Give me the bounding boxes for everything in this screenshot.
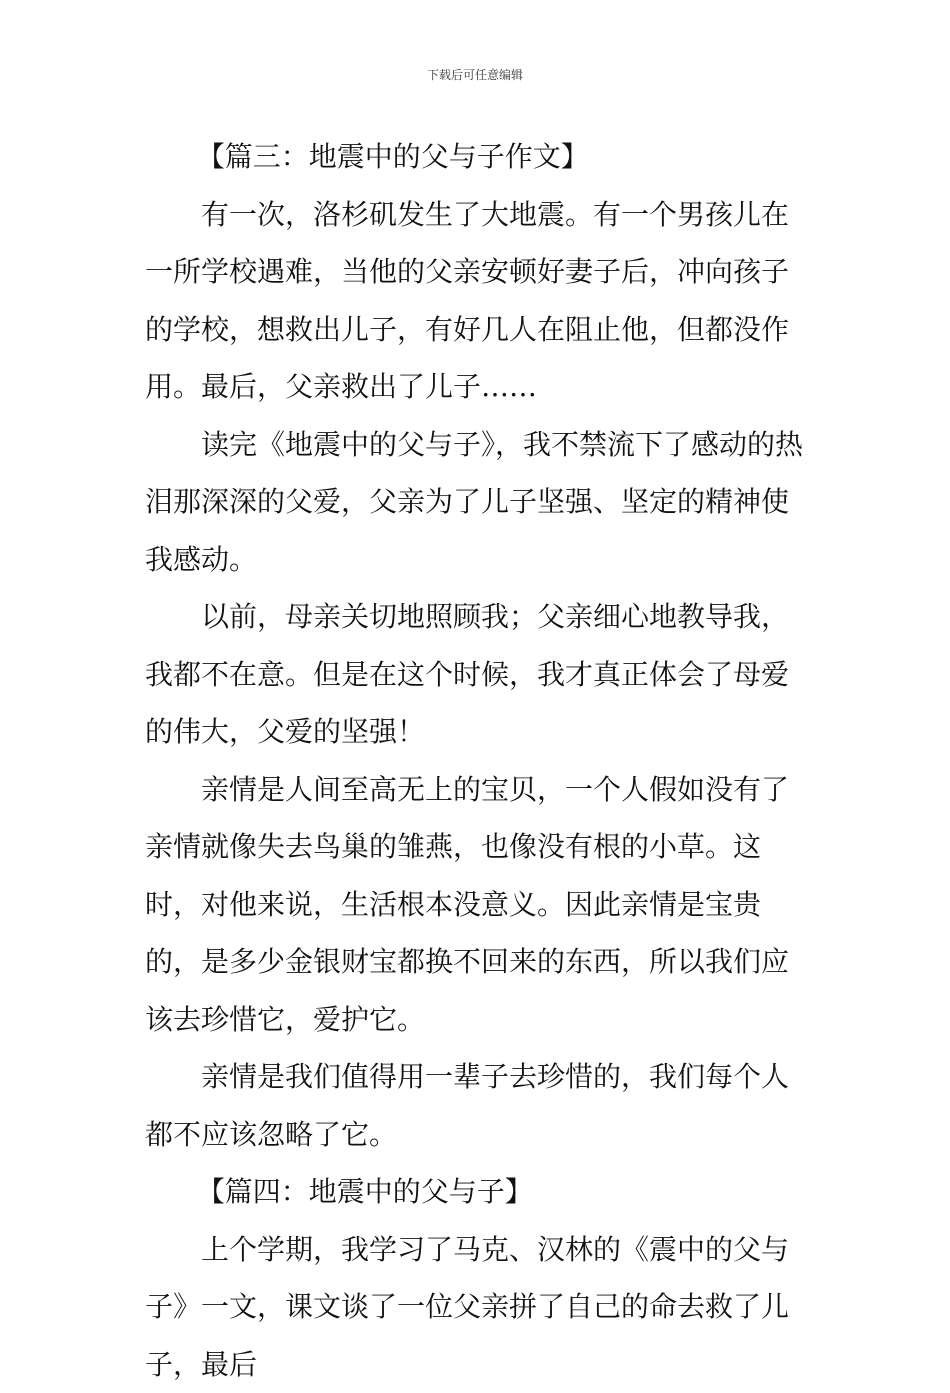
- section-heading-4: 【篇四：地震中的父与子】: [145, 1163, 810, 1221]
- paragraph: 读完《地震中的父与子》，我不禁流下了感动的热泪那深深的父爱，父亲为了儿子坚强、坚定的精神使我感动。: [145, 416, 810, 589]
- paragraph: 上个学期，我学习了马克、汉林的《震中的父与子》一文，课文谈了一位父亲拼了自己的命去救了儿子，最后: [145, 1221, 810, 1393]
- paragraph: 有一次，洛杉矶发生了大地震。有一个男孩儿在一所学校遇难，当他的父亲安顿好妻子后，冲向孩子的学校，想救出儿子，有好几人在阻止他，但都没作用。最后，父亲救出了儿子……: [145, 186, 810, 416]
- section-heading-3: 【篇三：地震中的父与子作文】: [145, 128, 810, 186]
- paragraph: 以前，母亲关切地照顾我；父亲细心地教导我，我都不在意。但是在这个时候，我才真正体会了母爱的伟大，父爱的坚强！: [145, 588, 810, 761]
- paragraph: 亲情是人间至高无上的宝贝，一个人假如没有了亲情就像失去鸟巢的雏燕，也像没有根的小草。这时，对他来说，生活根本没意义。因此亲情是宝贵的，是多少金银财宝都换不回来的东西，所以我们应该去珍惜它，爱护它。: [145, 761, 810, 1049]
- document-body: [145, 128, 810, 1393]
- page-header: 下载后可任意编辑: [0, 66, 950, 83]
- paragraph: 亲情是我们值得用一辈子去珍惜的，我们每个人都不应该忽略了它。: [145, 1048, 810, 1163]
